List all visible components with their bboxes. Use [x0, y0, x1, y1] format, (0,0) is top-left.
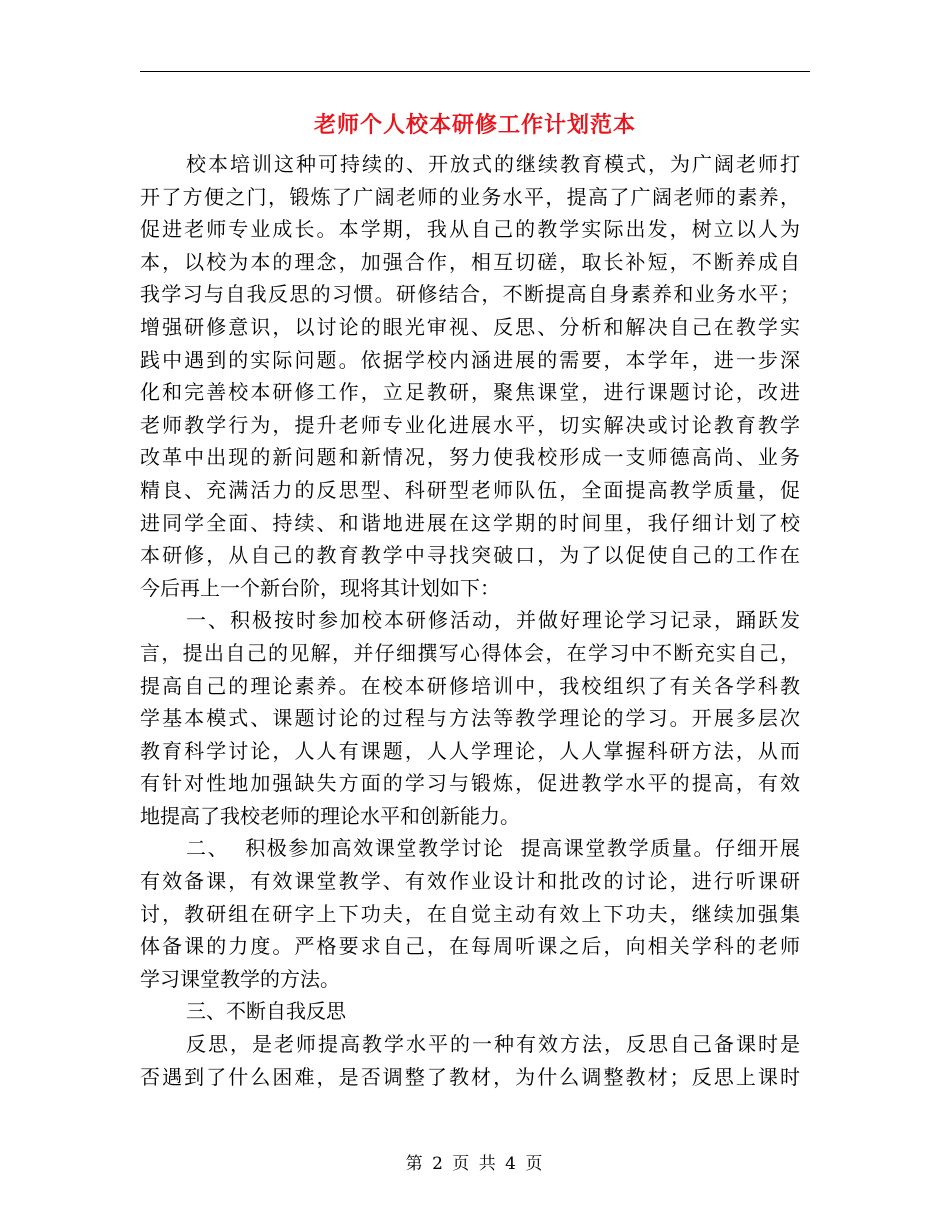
text-line: 有效备课，有效课堂教学、有效作业设计和批改的讨论，进行听课研	[140, 869, 803, 894]
text-line: 改革中出现的新问题和新情况，努力使我校形成一支师德高尚、业务	[140, 445, 803, 470]
text-line: 体备课的力度。严格要求自己，在每周听课之后，向相关学科的老师	[140, 934, 803, 959]
text-line: 老师教学行为，提升老师专业化进展水平，切实解决或讨论教育教学	[140, 412, 803, 437]
text-line: 否遇到了什么困难，是否调整了教材，为什么调整教材；反思上课时	[140, 1064, 803, 1089]
text-line: 本研修，从自己的教育教学中寻找突破口，为了以促使自己的工作在	[140, 543, 803, 568]
text-line: 促进老师专业成长。本学期，我从自己的教学实际出发，树立以人为	[140, 217, 803, 242]
text-line: 学习课堂教学的方法。	[140, 966, 340, 991]
document-body	[140, 148, 803, 1093]
text-line: 本，以校为本的理念，加强合作，相互切磋，取长补短，不断养成自	[140, 249, 803, 274]
text-line: 进同学全面、持续、和谐地进展在这学期的时间里，我仔细计划了校	[140, 510, 803, 535]
text-line: 学基本模式、课题讨论的过程与方法等教学理论的学习。开展多层次	[140, 706, 803, 731]
text-line: 二、 积极参加高效课堂教学讨论 提高课堂教学质量。仔细开展	[186, 836, 802, 861]
text-line: 三、不断自我反思	[186, 999, 346, 1024]
text-line: 校本培训这种可持续的、开放式的继续教育模式，为广阔老师打	[186, 152, 802, 176]
text-line: 反思，是老师提高教学水平的一种有效方法，反思自己备课时是	[186, 1032, 802, 1057]
text-line: 教育科学讨论，人人有课题，人人学理论，人人掌握科研方法，从而	[140, 738, 803, 763]
text-line: 今后再上一个新台阶，现将其计划如下：	[140, 575, 500, 600]
text-line: 增强研修意识，以讨论的眼光审视、反思、分析和解决自己在教学实	[140, 314, 803, 339]
text-line: 我学习与自我反思的习惯。研修结合，不断提高自身素养和业务水平；	[140, 282, 802, 307]
page-number-footer: 第 2 页 共 4 页	[405, 1154, 545, 1174]
text-line: 开了方便之门，锻炼了广阔老师的业务水平，提高了广阔老师的素养，	[140, 184, 802, 209]
text-line: 提高自己的理论素养。在校本研修培训中，我校组织了有关各学科教	[140, 673, 803, 698]
header-rule	[140, 71, 810, 72]
text-line: 一、积极按时参加校本研修活动，并做好理论学习记录，踊跃发	[186, 608, 802, 633]
text-line: 地提高了我校老师的理论水平和创新能力。	[140, 803, 520, 828]
text-line: 精良、充满活力的反思型、科研型老师队伍，全面提高教学质量，促	[140, 477, 803, 502]
text-line: 言，提出自己的见解，并仔细撰写心得体会，在学习中不断充实自己，	[140, 640, 802, 665]
text-line: 践中遇到的实际问题。依据学校内涵进展的需要，本学年，进一步深	[140, 347, 803, 372]
document-title: 老师个人校本研修工作计划范本	[313, 112, 636, 138]
text-line: 有针对性地加强缺失方面的学习与锻炼，促进教学水平的提高，有效	[140, 771, 803, 796]
text-line: 化和完善校本研修工作，立足教研，聚焦课堂，进行课题讨论，改进	[140, 380, 803, 405]
text-line: 讨，教研组在研字上下功夫，在自觉主动有效上下功夫，继续加强集	[140, 901, 803, 926]
